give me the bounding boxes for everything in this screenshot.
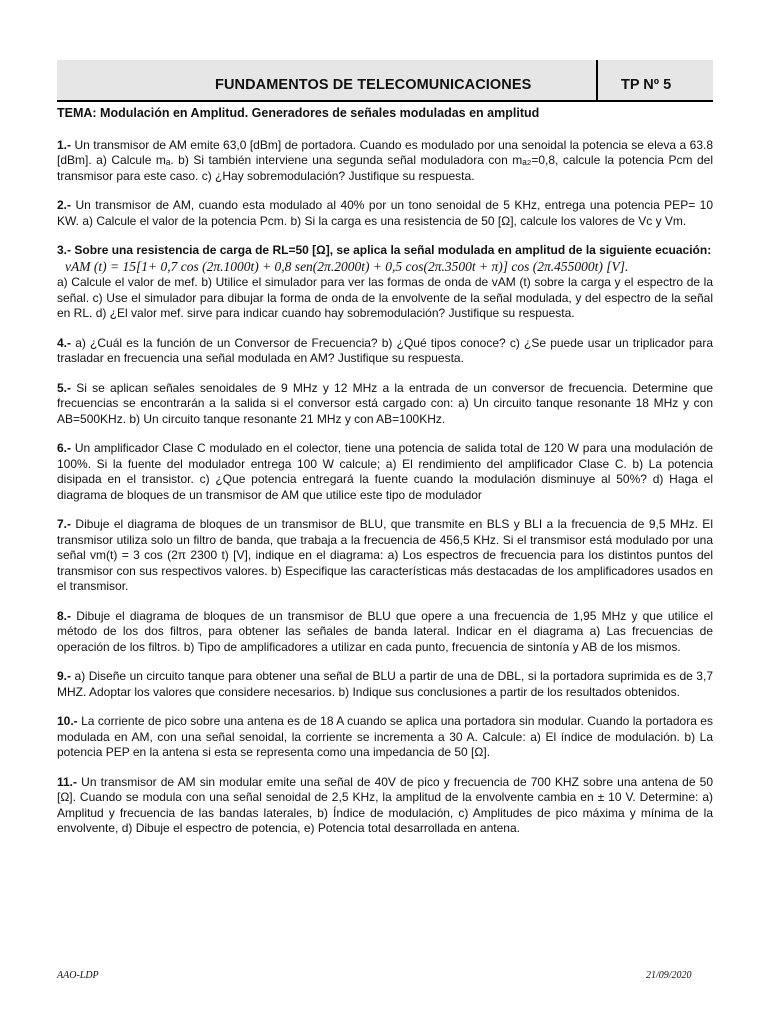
question-11 xyxy=(57,775,713,837)
modulated-signal-equation: vAM (t) = 15[1+ 0,7 cos (2π.1000t) + 0,8 sen(2π.2000t) + 0,5 cos(2π.3500t + π)] cos (2π.455000t) [V]. xyxy=(65,258,629,274)
question-number: 4.- xyxy=(57,335,72,350)
question-text: Dibuje el diagrama de bloques de un transmisor de BLU que opere a una frecuencia de 1,95 MHz y que utilice el método de los dos filtros, para obtener las señales de banda lateral. Indicar en el diagrama a) Las frecuencias de operación de los filtros. b) Tipo de amplificadores a utilizar en cada punto, frecuencia de sintonía y AB de los mismos. xyxy=(57,608,713,654)
question-7 xyxy=(57,517,713,595)
document-date: 21/09/2020 xyxy=(646,970,692,981)
question-number: 9.- xyxy=(57,669,72,683)
question-text: a) Diseñe un circuito tanque para obtener una señal de BLU a partir de una de DBL, si la portadora suprimida es de 3,7 MHZ. Adoptar los valores que considere necesarios. b) Indique sus conclusiones a partir de los resultados obtenidos. xyxy=(57,669,713,699)
question-number: 10.- xyxy=(57,714,78,728)
question-6 xyxy=(57,441,713,503)
question-3 xyxy=(57,243,713,322)
question-number: 8.- xyxy=(57,608,72,623)
practice-number: TP Nº 5 xyxy=(621,77,672,93)
question-number: 7.- xyxy=(57,517,72,531)
document-body xyxy=(57,106,713,851)
question-text: a) ¿Cuál es la función de un Conversor de Frecuencia? b) ¿Qué tipos conoce? c) ¿Se puede usar un triplicador para trasladar en frecuencia una señal modulada en AM? Justifique su respuesta. xyxy=(57,335,714,365)
document-header xyxy=(57,60,713,102)
question-text: Sobre una resistencia de carga de RL=50 [Ω], se aplica la señal modulada en amplitud de la siguiente ecuación: xyxy=(74,243,712,257)
question-number: 6.- xyxy=(57,441,72,455)
question-number: 5.- xyxy=(57,380,72,395)
question-text: Dibuje el diagrama de bloques de un transmisor de BLU, que transmite en BLS y BLI a la frecuencia de 9,5 MHz. El transmisor utiliza solo un filtro de banda, que trabaja a la frecuencia de 456,5 KHz. Si el transmisor está modulado por una señal vm(t) = 3 cos (2π 2300 t) [V], indique en el diagrama: a) Los espectros de frecuencia para los distintos puntos del transmisor con sus respectivos valores. b) Especifique las características más destacadas de los amplificadores usados en el transmisor. xyxy=(57,517,713,593)
question-2 xyxy=(57,198,713,229)
question-number: 11.- xyxy=(57,774,78,789)
question-5 xyxy=(57,381,713,428)
question-text: La corriente de pico sobre una antena es de 18 A cuando se aplica una portadora sin modular. Cuando la portadora es modulada en AM, con una señal senoidal, la corriente se incrementa a 30 A. Calcule: a) El índice de modulación. b) La potencia PEP en la antena si esta se representa como una impedancia de 50 [Ω]. xyxy=(57,714,713,759)
question-number: 2.- xyxy=(57,198,72,212)
topic-heading: TEMA: Modulación en Amplitud. Generadores de señales moduladas en amplitud xyxy=(57,106,540,120)
header-divider xyxy=(596,60,598,102)
question-8 xyxy=(57,609,713,656)
author-initials: AAO-LDP xyxy=(57,970,99,981)
question-1 xyxy=(57,138,713,185)
question-text: a) Calcule el valor de mef. b) Utilice el simulador para ver las formas de onda de vAM (t) sobre la carga y el espectro de la señal. c) Use el simulador para dibujar la forma de onda de la envolvente de la señal modulada, y del espectro de la señal en RL. d) ¿El valor mef. sirve para indicar cuando hay sobremodulación? Justifique su respuesta. xyxy=(57,275,713,320)
question-text: Un transmisor de AM, cuando esta modulado al 40% por un tono senoidal de 5 KHz, entrega una potencia PEP= 10 KW. a) Calcule el valor de la potencia Pcm. b) Si la carga es una resistencia de 50 [Ω], calcule los valores de Vc y Vm. xyxy=(57,198,713,228)
question-text: Un transmisor de AM emite 63,0 [dBm] de portadora. Cuando es modulado por una senoidal la potencia se eleva a 63.8 [dBm]. a) Calcule mₐ. b) Si también interviene una segunda señal moduladora con mₐ₂=0,8, calcule la potencia Pcm del transmisor para este caso. c) ¿Hay sobremodulación? Justifique su respuesta. xyxy=(57,137,713,183)
question-4 xyxy=(57,336,713,367)
question-number: 1.- xyxy=(57,137,72,152)
question-text: Si se aplican señales senoidales de 9 MHz y 12 MHz a la entrada de un conversor de frecuencia. Determine que frecuencias se encontrarán a la salida si el conversor está cargado con: a) Un circuito tanque resonante 18 MHz y con AB=500KHz. b) Un circuito tanque resonante 21 MHz y con AB=100KHz. xyxy=(57,380,714,426)
question-10 xyxy=(57,714,713,761)
question-text: Un transmisor de AM sin modular emite una señal de 40V de pico y frecuencia de 700 KHZ sobre una antena de 50 [Ω]. Cuando se modula con una señal senoidal de 2,5 KHz, la amplitud de la envolvente cambia en ± 10 V. Determine: a) Amplitud y frecuencia de las bandas laterales, b) Índice de modulación, c) Amplitudes de pico máxima y mínima de la envolvente, d) Dibuje el espectro de potencia, e) Potencia total desarrollada en antena. xyxy=(57,774,713,835)
question-number: 3.- xyxy=(57,243,72,257)
course-title: FUNDAMENTOS DE TELECOMUNICACIONES xyxy=(215,77,532,93)
question-text: Un amplificador Clase C modulado en el colector, tiene una potencia de salida total de 120 W para una modulación de 100%. Si la fuente del modulador entrega 100 W calcule; a) El rendimiento del amplificador Clase C. b) La potencia disipada en el transistor. c) ¿Que potencia entregará la fuente cuando la modulación disminuye al 50%? d) Haga el diagrama de bloques de un transmisor de AM que utilice este tipo de modulador xyxy=(57,441,713,502)
question-9 xyxy=(57,669,713,700)
